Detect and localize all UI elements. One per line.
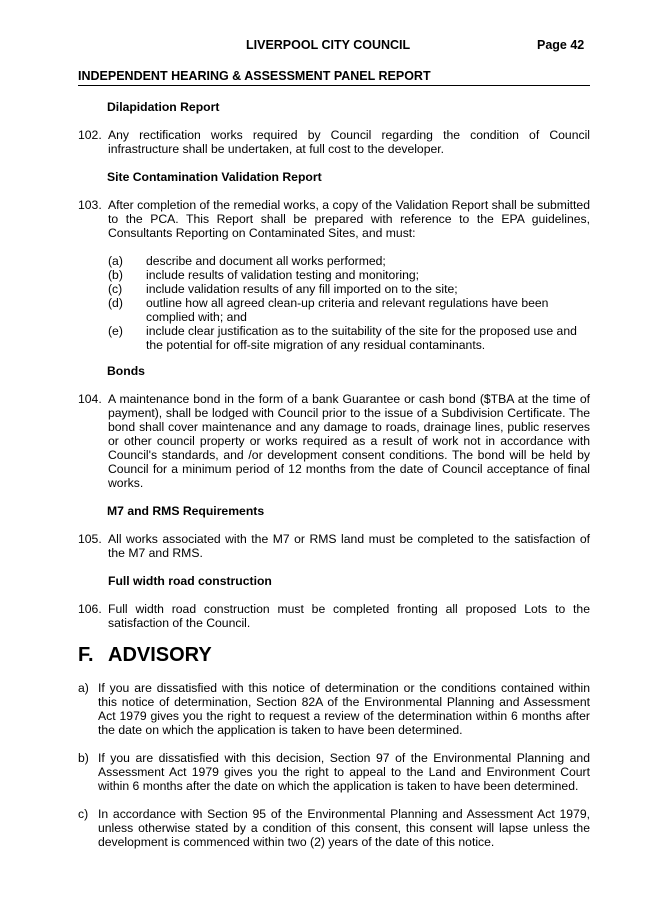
section-heading-bonds: Bonds: [107, 364, 145, 378]
list-item-label: (e): [108, 324, 123, 338]
advisory-letter: F.: [78, 644, 94, 666]
condition-text: Full width road construction must be completed fronting all proposed Lots to the satisfaction of the Council.: [108, 602, 590, 630]
page-number: Page 42: [537, 38, 585, 52]
condition-105: [78, 532, 590, 560]
advisory-item-label: c): [78, 807, 89, 821]
council-name: LIVERPOOL CITY COUNCIL: [246, 38, 411, 52]
condition-102: [78, 128, 590, 156]
list-item-text: include results of validation testing and monitoring;: [146, 268, 420, 282]
list-item-label: (d): [108, 296, 123, 310]
condition-106: [78, 602, 590, 630]
advisory-item-text: If you are dissatisfied with this notice of determination or the conditions contained within this notice of determination, Section 82A of the Environmental Planning and Assessment Act 1979 gives you the right to request a review of the determination within 6 months after the date on which the application is taken to have been determined.: [98, 681, 590, 737]
advisory-item: [78, 681, 590, 737]
advisory-item: [78, 751, 590, 793]
condition-text: Any rectification works required by Council regarding the condition of Council infrastructure shall be undertaken, at full cost to the developer.: [108, 128, 590, 156]
list-item-label: (b): [108, 268, 123, 282]
contamination-sublist: [108, 254, 590, 352]
condition-number: 106.: [78, 602, 102, 616]
list-item-label: (c): [108, 282, 123, 296]
list-item: [108, 268, 590, 282]
header-rule: [78, 85, 590, 86]
advisory-item-text: If you are dissatisfied with this decision, Section 97 of the Environmental Planning and Assessment Act 1979 gives you the right to appeal to the Land and Environment Court within 6 months after the date on which the application is taken to have been determined.: [98, 751, 590, 793]
advisory-item: [78, 807, 590, 849]
list-item: [108, 282, 590, 296]
list-item: [108, 254, 590, 268]
list-item-text: include clear justification as to the suitability of the site for the proposed use and the potential for off-site migration of any residual contaminants.: [146, 324, 577, 352]
list-item-text: describe and document all works performed;: [146, 254, 386, 268]
advisory-item-text: In accordance with Section 95 of the Environmental Planning and Assessment Act 1979, unless otherwise stated by a condition of this consent, this consent will lapse unless the development is commenced within two (2) years of the date of this notice.: [98, 807, 590, 849]
advisory-item-label: b): [78, 751, 89, 765]
page-content: [78, 100, 590, 863]
section-heading-contamination: Site Contamination Validation Report: [107, 170, 322, 184]
list-item: [108, 324, 590, 352]
list-item-label: (a): [108, 254, 123, 268]
list-item-text: include validation results of any fill imported on to the site;: [146, 282, 458, 296]
list-item: [108, 296, 590, 324]
condition-text: After completion of the remedial works, a copy of the Validation Report shall be submitted to the PCA. This Report shall be prepared with reference to the EPA guidelines, Consultants Reporting on Contaminated Sites, and must:: [108, 198, 590, 240]
section-heading-dilapidation: Dilapidation Report: [107, 100, 220, 114]
advisory-title: ADVISORY: [108, 644, 212, 666]
advisory-heading: [78, 644, 590, 667]
condition-text: All works associated with the M7 or RMS land must be completed to the satisfaction of the M7 and RMS.: [108, 532, 590, 560]
condition-103: [78, 198, 590, 240]
condition-number: 103.: [78, 198, 102, 212]
section-heading-road: Full width road construction: [108, 574, 272, 588]
condition-number: 104.: [78, 392, 102, 406]
condition-number: 105.: [78, 532, 102, 546]
advisory-item-label: a): [78, 681, 89, 695]
condition-104: [78, 392, 590, 490]
section-heading-m7: M7 and RMS Requirements: [107, 504, 265, 518]
report-title: INDEPENDENT HEARING & ASSESSMENT PANEL REPORT: [78, 69, 431, 83]
condition-number: 102.: [78, 128, 102, 142]
condition-text: A maintenance bond in the form of a bank Guarantee or cash bond ($TBA at the time of payment), shall be lodged with Council prior to the issue of a Subdivision Certificate. The bond shall cover maintenance and any damage to roads, drainage lines, public reserves or other council property or works required as a result of work not in accordance with Council's standards, and /or development consent conditions. The bond will be held by Council for a minimum period of 12 months from the date of Council acceptance of final works.: [108, 392, 590, 490]
list-item-text: outline how all agreed clean-up criteria and relevant regulations have been complied with; and: [146, 296, 549, 324]
